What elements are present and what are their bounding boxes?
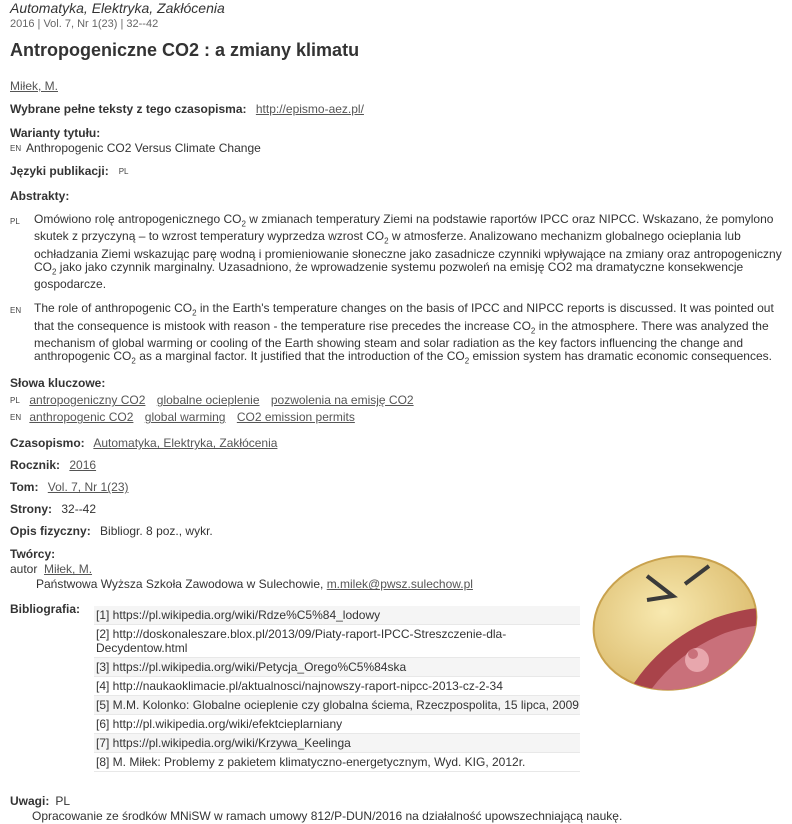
- lang-tag: PL: [10, 396, 20, 406]
- physical-label: Opis fizyczny:: [10, 524, 91, 539]
- lang-tag: PL: [118, 167, 129, 176]
- bibliography-list: [94, 606, 580, 772]
- lang-tag: PL: [10, 217, 20, 226]
- pages-label: Strony:: [10, 502, 52, 517]
- abstract-en-text: The role of anthropogenic $CO_2$ in the Earth's temperature changes on the basis of IPCC and NIPCC reports is discussed. It was pointed out that the consequence is mistook with reason - the temperature rise precedes the increase $CO_2$ in the atmosphere. There was analyzed the mechanism of global warming or cooling of the Earth showing steam and solar radiation as the key factors influencing the change and anthropogenic $CO_2$ as a marginal factor. It justified that the introduction of the $CO_2$ emission system has dramatic economic consequences.: [34, 301, 774, 366]
- year-label: Rocznik:: [10, 458, 61, 473]
- author-link[interactable]: Miłek, M.: [10, 79, 58, 93]
- abstracts: [10, 189, 785, 367]
- keyword-link[interactable]: pozwolenia na emisję CO2: [270, 393, 414, 408]
- keyword-link[interactable]: anthropogenic CO2: [29, 410, 134, 425]
- keywords-pl: [10, 393, 785, 408]
- notes-text: Opracowanie ze środków MNiSW w ramach umowy 812/P-DUN/2016 na działalność upowszechniającą naukę.: [32, 809, 623, 824]
- title-variant-text: Anthropogenic CO2 Versus Climate Change: [26, 141, 261, 155]
- volume-label: Tom:: [10, 480, 39, 495]
- creators-label: Twórcy:: [10, 547, 56, 562]
- creator-affiliation: Państwowa Wyższa Szkoła Zawodowa w Sulechowie,: [36, 577, 327, 592]
- article-record: [10, 0, 785, 824]
- journal-field: [10, 436, 785, 451]
- notes: [10, 794, 785, 824]
- volume-link[interactable]: Vol. 7, Nr 1(23): [47, 480, 129, 495]
- bibliography-item: [8] M. Miłek: Problemy z pakietem klimatyczno-energetycznym, Wyd. KIG, 2012r.: [94, 753, 580, 772]
- abstract-en: [10, 302, 785, 367]
- keyword-link[interactable]: CO2 emission permits: [236, 410, 355, 425]
- physical-field: [10, 524, 785, 539]
- keywords-en: [10, 410, 785, 425]
- bibliography-item: [5] M.M. Kolonko: Globalne ocieplenie czy globalna ściema, Rzeczpospolita, 15 lipca, 2009: [94, 696, 580, 715]
- keywords: [10, 376, 785, 425]
- volume-field: [10, 480, 785, 495]
- bibliography-item: [3] https://pl.wikipedia.org/wiki/Petycja_Orego%C5%84ska: [94, 658, 580, 677]
- bibliography-label: Bibliografia:: [10, 602, 81, 617]
- abstract-pl-text: Omówiono rolę antropogenicznego $CO_2$ w zmianach temperatury Ziemi na podstawie raportów IPCC oraz NIPCC. Wskazano, że pomylono skutek z przyczyną – to wzrost temperatury wyprzedza wzrost $CO_2$ w atmosferze. Analizowano mechanizm globalnego ocieplania lub ochładzania Ziemi wskazując parę wodną i promieniowanie słoneczne jako zasadnicze czynniki wpływające na zmiany oraz antropogeniczny $CO_2$ jako jako czynnik marginalny. Uzasadniono, że wprowadzenie systemu pozwoleń na emisję CO2 ma dramatyczne konsekwencje gospodarcze.: [34, 212, 782, 292]
- abstract-pl: [10, 213, 785, 291]
- creator-link[interactable]: Miłek, M.: [44, 562, 93, 577]
- journal-field-label: Czasopismo:: [10, 436, 85, 451]
- author-row: [10, 79, 785, 94]
- creator-role: autor: [10, 562, 38, 577]
- page-title: Antropogeniczne CO2 : a zmiany klimatu: [10, 40, 360, 60]
- bibliography-item: [6] http://pl.wikipedia.org/wiki/efektcieplarniany: [94, 715, 580, 734]
- pub-languages: [10, 164, 785, 179]
- creator-email-link[interactable]: m.milek@pwsz.sulechow.pl: [326, 577, 473, 592]
- title-variants-label: Warianty tytułu:: [10, 126, 101, 140]
- journal-name: Automatyka, Elektryka, Zakłócenia: [10, 0, 225, 16]
- pub-languages-label: Języki publikacji:: [10, 164, 109, 178]
- keyword-link[interactable]: antropogeniczny CO2: [29, 393, 146, 408]
- abstracts-label: Abstrakty:: [10, 189, 70, 203]
- decorative-capsule-image: [585, 548, 765, 698]
- year-link[interactable]: 2016: [69, 458, 97, 473]
- physical-value: Bibliogr. 8 poz., wykr.: [100, 524, 213, 539]
- keywords-label: Słowa kluczowe:: [10, 376, 106, 391]
- fulltext-link[interactable]: http://epismo-aez.pl/: [255, 102, 364, 116]
- bibliography-item: [4] http://naukaoklimacie.pl/aktualnosci/najnowszy-raport-nipcc-2013-cz-2-34: [94, 677, 580, 696]
- bibliography-item: [2] http://doskonaleszare.blox.pl/2013/09/Piaty-raport-IPCC-Streszczenie-dla-Decydentow.html: [94, 625, 580, 658]
- bibliography-item: [7] https://pl.wikipedia.org/wiki/Krzywa_Keelinga: [94, 734, 580, 753]
- pages-value: 32--42: [61, 502, 97, 517]
- year-field: [10, 458, 785, 473]
- fulltext-row: [10, 102, 785, 117]
- journal-link[interactable]: Automatyka, Elektryka, Zakłócenia: [93, 436, 278, 451]
- bibliography-item: [1] https://pl.wikipedia.org/wiki/Rdze%C5%84_lodowy: [94, 606, 580, 625]
- notes-label: Uwagi:: [10, 794, 50, 809]
- lang-tag: EN: [10, 144, 22, 153]
- pages-field: [10, 502, 785, 517]
- keyword-link[interactable]: global warming: [144, 410, 226, 425]
- lang-tag: EN: [10, 306, 22, 316]
- title-variants: [10, 126, 785, 156]
- fulltext-label: Wybrane pełne teksty z tego czasopisma:: [10, 102, 247, 116]
- lang-tag: EN: [10, 413, 22, 423]
- issue-meta: 2016 | Vol. 7, Nr 1(23) | 32--42: [10, 18, 159, 30]
- notes-lang: PL: [55, 794, 71, 809]
- keyword-link[interactable]: globalne ocieplenie: [156, 393, 260, 408]
